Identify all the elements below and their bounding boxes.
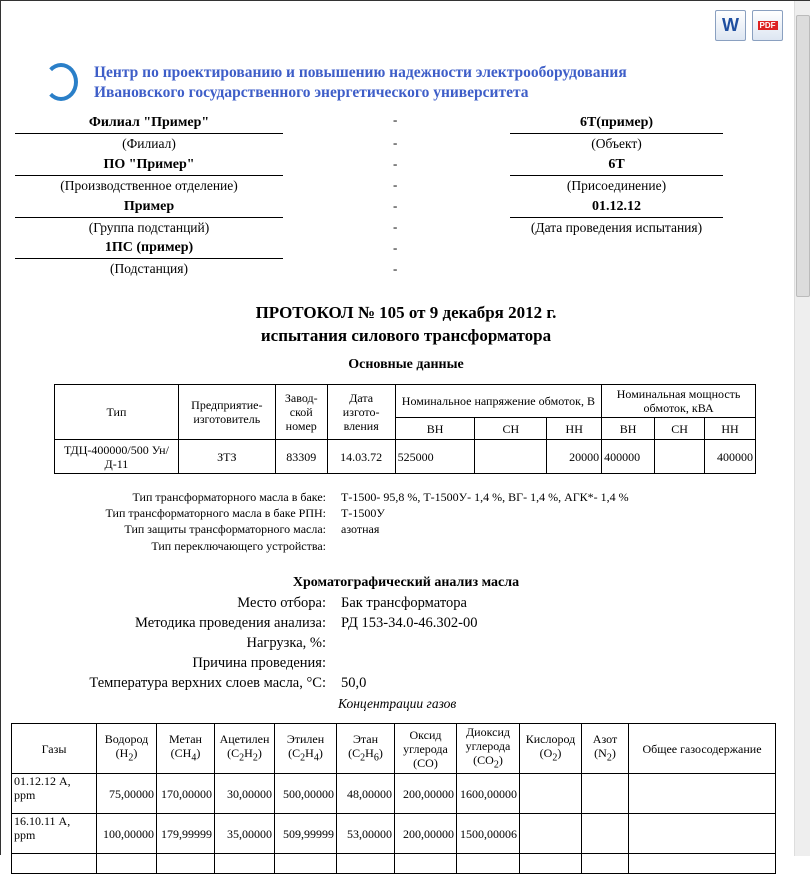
cell-voltage-mv bbox=[475, 440, 547, 474]
label-branch: (Филиал) bbox=[122, 136, 176, 151]
row-label: 16.10.11 А, ppm bbox=[12, 814, 97, 854]
vertical-scrollbar[interactable] bbox=[794, 1, 810, 856]
oil-protection-label: Тип защиты трансформаторного масла: bbox=[124, 522, 326, 536]
cell: 75,00000 bbox=[97, 774, 157, 814]
sub-header: СН bbox=[475, 418, 547, 440]
sample-place-label: Место отбора: bbox=[237, 595, 326, 611]
cell bbox=[582, 774, 629, 814]
cell-voltage-hv: 525000 bbox=[395, 440, 475, 474]
dash: - bbox=[393, 240, 398, 255]
protocol-title: ПРОТОКОЛ № 105 от 9 декабря 2012 г. bbox=[255, 303, 557, 322]
temperature-value: 50,0 bbox=[341, 675, 367, 691]
cell: 509,99999 bbox=[275, 814, 337, 854]
header-serial: Завод-ской номер bbox=[275, 385, 327, 440]
cell: 48,00000 bbox=[337, 774, 395, 814]
oil-tank-value: Т-1500- 95,8 %, Т-1500У- 1,4 %, ВГ- 1,4 %, АГК*- 1,4 % bbox=[341, 490, 629, 504]
dash: - bbox=[393, 219, 398, 234]
table-row bbox=[55, 440, 756, 474]
cell: 1600,00000 bbox=[457, 774, 520, 814]
header-total: Общее газосодержание bbox=[629, 724, 776, 774]
switch-type-label: Тип переключающего устройства: bbox=[151, 539, 326, 553]
cell: 170,00000 bbox=[157, 774, 215, 814]
header-c2h2: Ацетилен $(C_2H_2)$ bbox=[215, 724, 275, 774]
org-name-line2: Ивановского государственного энергетического университета bbox=[94, 84, 529, 101]
cell-maker: ЗТЗ bbox=[178, 440, 275, 474]
label-substation-group: (Группа подстанций) bbox=[88, 220, 210, 235]
dash: - bbox=[393, 135, 398, 150]
header-gases: Газы bbox=[12, 724, 97, 774]
cell: 100,00000 bbox=[97, 814, 157, 854]
load-label: Нагрузка, %: bbox=[246, 635, 326, 651]
method-value: РД 153-34.0-46.302-00 bbox=[341, 615, 478, 631]
label-substation: (Подстанция) bbox=[110, 261, 188, 276]
field-substation-group: Пример bbox=[15, 197, 283, 218]
header-maker: Предприятие-изготовитель bbox=[178, 385, 275, 440]
table-row bbox=[12, 814, 776, 854]
gas-concentrations-heading: Концентрации газов bbox=[338, 696, 457, 711]
method-label: Методика проведения анализа: bbox=[135, 615, 326, 631]
cell-power-hv: 400000 bbox=[602, 440, 655, 474]
cell bbox=[629, 774, 776, 814]
label-object: (Объект) bbox=[591, 136, 642, 151]
chrom-heading: Хроматографический анализ масла bbox=[292, 575, 520, 590]
cell bbox=[520, 774, 582, 814]
org-name-line1: Центр по проектированию и повышению надежности электрооборудования bbox=[94, 64, 627, 81]
dash: - bbox=[393, 198, 398, 213]
cell: 500,00000 bbox=[275, 774, 337, 814]
scrollbar-thumb[interactable] bbox=[796, 15, 810, 297]
cell: 53,00000 bbox=[337, 814, 395, 854]
dash: - bbox=[393, 177, 398, 192]
field-department: ПО "Пример" bbox=[15, 155, 283, 176]
cell bbox=[520, 814, 582, 854]
label-connection: (Присоединение) bbox=[566, 178, 667, 193]
cell-power-mv bbox=[655, 440, 705, 474]
sample-place-value: Бак трансформатора bbox=[341, 595, 467, 611]
header-power: Номинальная мощность обмоток, кВА bbox=[602, 385, 756, 418]
header-h2: Водород $(H_2)$ bbox=[97, 724, 157, 774]
cell-type: ТДЦ-400000/500 Ун/Д-11 bbox=[55, 440, 179, 474]
cell-date: 14.03.72 bbox=[327, 440, 395, 474]
header-type: Тип bbox=[55, 385, 179, 440]
cell: 179,99999 bbox=[157, 814, 215, 854]
sub-header: СН bbox=[655, 418, 705, 440]
table-row bbox=[12, 774, 776, 814]
protocol-subtitle: испытания силового трансформатора bbox=[260, 326, 552, 345]
field-branch: Филиал "Пример" bbox=[15, 113, 283, 134]
header-date: Дата изгото-вления bbox=[327, 385, 395, 440]
sub-header: ВН bbox=[395, 418, 475, 440]
header-voltage: Номинальное напряжение обмоток, В bbox=[395, 385, 602, 418]
cell: 200,00000 bbox=[395, 814, 457, 854]
basic-data-table bbox=[54, 384, 756, 474]
temperature-label: Температура верхних слоев масла, °C: bbox=[89, 675, 326, 691]
export-word-button[interactable]: W bbox=[715, 10, 746, 41]
sub-header: ВН bbox=[602, 418, 655, 440]
cell: 200,00000 bbox=[395, 774, 457, 814]
field-object: 6Т(пример) bbox=[510, 113, 723, 134]
basic-data-heading: Основные данные bbox=[348, 357, 464, 372]
cell bbox=[582, 814, 629, 854]
gas-table bbox=[11, 723, 776, 874]
oil-tank-label: Тип трансформаторного масла в баке: bbox=[132, 490, 326, 504]
cell: 35,00000 bbox=[215, 814, 275, 854]
field-connection: 6Т bbox=[510, 155, 723, 176]
dash: - bbox=[393, 112, 398, 127]
header-co: Оксид углерода (CO) bbox=[395, 724, 457, 774]
header-c2h6: Этан $(C_2H_6)$ bbox=[337, 724, 395, 774]
header-c2h4: Этилен $(C_2H_4)$ bbox=[275, 724, 337, 774]
oil-rpn-label: Тип трансформаторного масла в баке РПН: bbox=[105, 506, 326, 520]
row-label: 01.12.12 А, ppm bbox=[12, 774, 97, 814]
label-test-date: (Дата проведения испытания) bbox=[530, 220, 703, 235]
header-o2: Кислород $(O_2)$ bbox=[520, 724, 582, 774]
reason-label: Причина проведения: bbox=[192, 655, 326, 671]
logo-icon bbox=[44, 63, 78, 101]
field-substation: 1ПС (пример) bbox=[15, 238, 283, 259]
cell: 1500,00006 bbox=[457, 814, 520, 854]
export-pdf-button[interactable]: PDF bbox=[752, 10, 783, 41]
header-ch4: Метан $(CH_4)$ bbox=[157, 724, 215, 774]
oil-rpn-value: Т-1500У bbox=[341, 506, 385, 520]
dash: - bbox=[393, 156, 398, 171]
dash: - bbox=[393, 261, 398, 276]
header-co2: Диоксид углерода $(CO_2)$ bbox=[457, 724, 520, 774]
cell bbox=[629, 814, 776, 854]
sub-header: НН bbox=[547, 418, 602, 440]
sub-header: НН bbox=[704, 418, 755, 440]
cell: 30,00000 bbox=[215, 774, 275, 814]
label-department: (Производственное отделение) bbox=[60, 178, 238, 193]
cell-power-lv: 400000 bbox=[704, 440, 755, 474]
oil-protection-value: азотная bbox=[341, 522, 380, 536]
header-n2: Азот $(N_2)$ bbox=[582, 724, 629, 774]
cell-voltage-lv: 20000 bbox=[547, 440, 602, 474]
cell-serial: 83309 bbox=[275, 440, 327, 474]
field-test-date: 01.12.12 bbox=[510, 197, 723, 218]
